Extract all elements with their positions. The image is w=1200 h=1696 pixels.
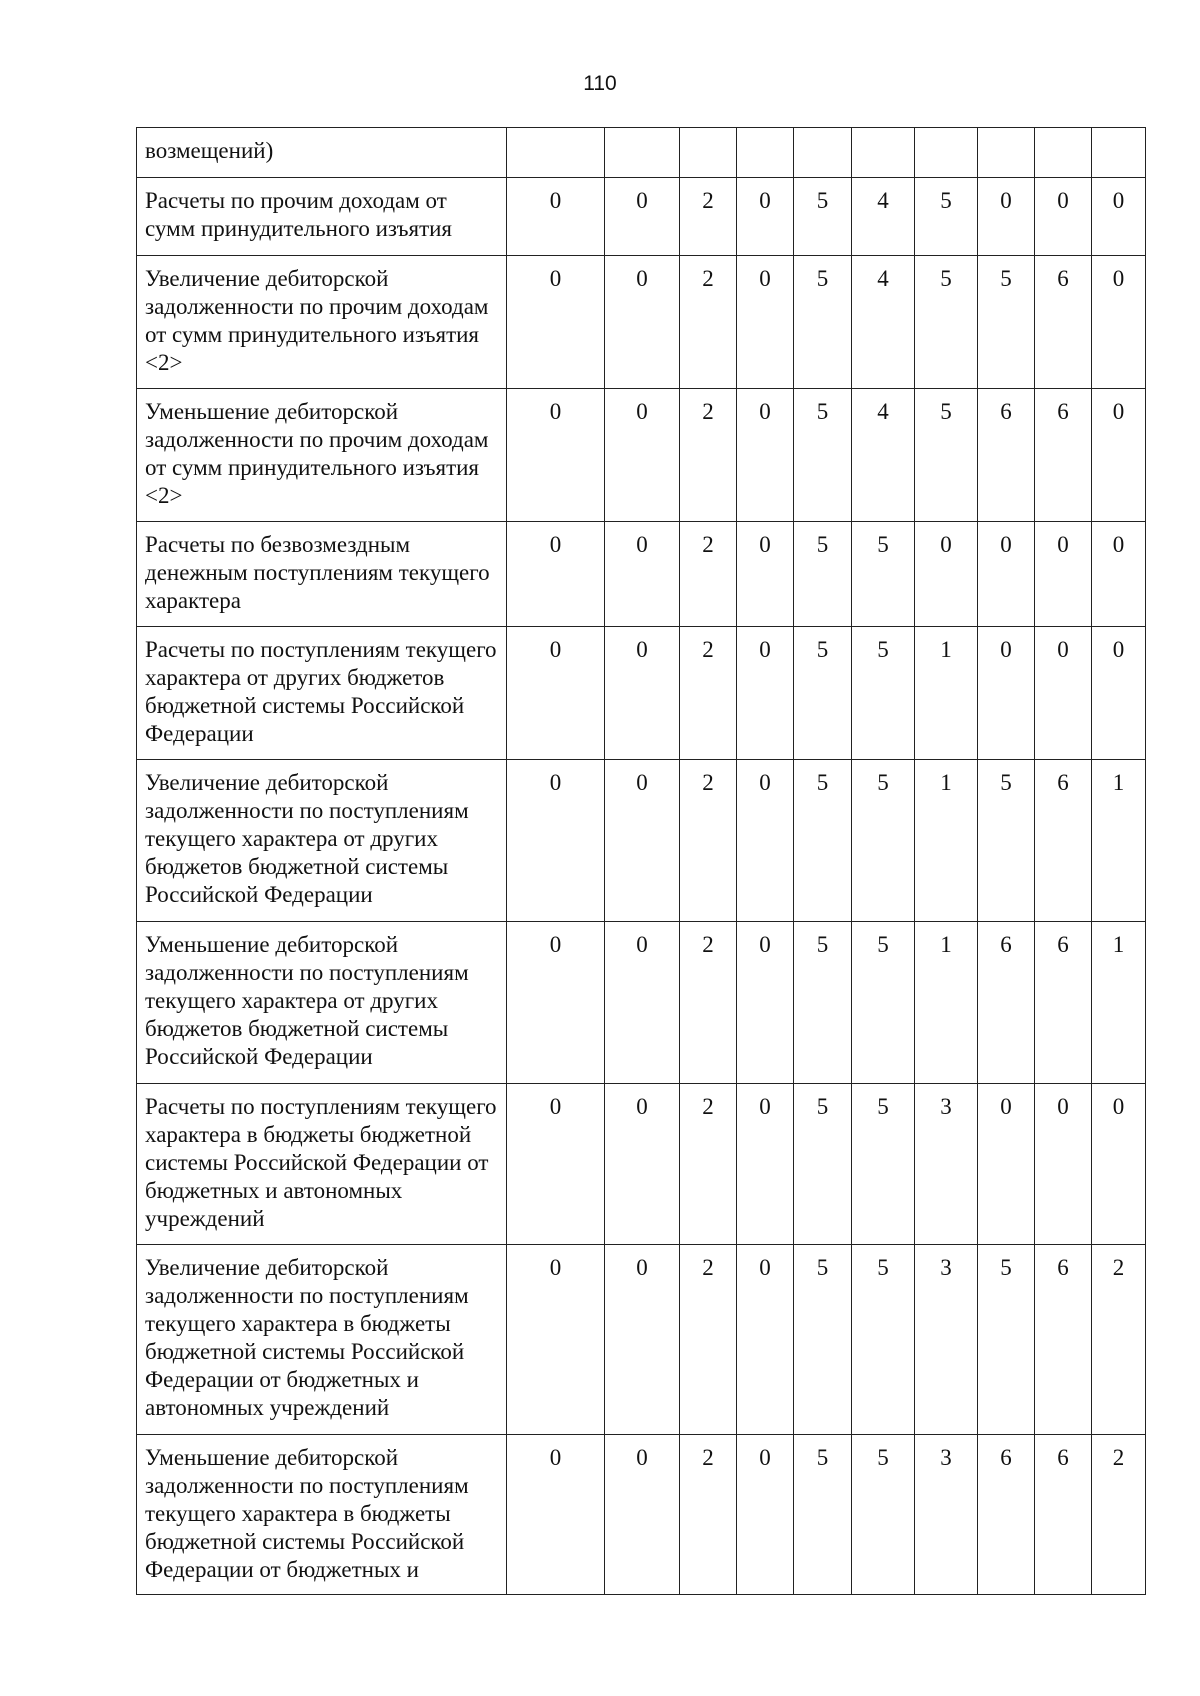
row-label: возмещений) <box>137 128 507 178</box>
code-digit-7: 1 <box>915 627 978 760</box>
code-digit-7: 3 <box>915 1245 978 1435</box>
code-digit-10 <box>1092 128 1146 178</box>
code-digit-9: 6 <box>1035 922 1092 1084</box>
code-digit-3: 2 <box>680 1435 737 1595</box>
table-row <box>137 522 1146 627</box>
code-digit-3: 2 <box>680 256 737 389</box>
row-label: Увеличение дебиторской задолженности по поступлениям текущего характера в бюджеты бюджетной системы Российской Федерации от бюджетных и автономных учреждений <box>137 1245 507 1435</box>
row-label: Уменьшение дебиторской задолженности по поступлениям текущего характера от других бюджетов бюджетной системы Российской Федерации <box>137 922 507 1084</box>
table-row <box>137 178 1146 256</box>
code-digit-5: 5 <box>794 178 852 256</box>
table-row <box>137 760 1146 922</box>
code-digit-7: 5 <box>915 256 978 389</box>
table-row <box>137 256 1146 389</box>
code-digit-1: 0 <box>507 256 605 389</box>
code-digit-2: 0 <box>605 1245 680 1435</box>
code-digit-6 <box>852 128 915 178</box>
code-digit-1: 0 <box>507 1435 605 1595</box>
code-digit-2: 0 <box>605 922 680 1084</box>
code-digit-3: 2 <box>680 1084 737 1245</box>
code-digit-6: 5 <box>852 1245 915 1435</box>
code-digit-7: 3 <box>915 1435 978 1595</box>
code-digit-7 <box>915 128 978 178</box>
table-row <box>137 1435 1146 1595</box>
code-digit-10: 0 <box>1092 1084 1146 1245</box>
code-digit-4: 0 <box>737 1084 794 1245</box>
code-digit-9: 6 <box>1035 256 1092 389</box>
table-row <box>137 389 1146 522</box>
code-digit-9: 6 <box>1035 1245 1092 1435</box>
code-digit-4: 0 <box>737 1245 794 1435</box>
code-digit-10: 0 <box>1092 178 1146 256</box>
code-digit-10: 2 <box>1092 1435 1146 1595</box>
code-digit-2: 0 <box>605 1435 680 1595</box>
code-digit-7: 1 <box>915 922 978 1084</box>
code-digit-1: 0 <box>507 1084 605 1245</box>
code-digit-4: 0 <box>737 627 794 760</box>
row-label: Уменьшение дебиторской задолженности по поступлениям текущего характера в бюджеты бюджетной системы Российской Федерации от бюджетных и <box>137 1435 507 1595</box>
code-digit-3: 2 <box>680 522 737 627</box>
code-digit-3: 2 <box>680 1245 737 1435</box>
code-digit-9 <box>1035 128 1092 178</box>
row-label: Увеличение дебиторской задолженности по поступлениям текущего характера от других бюджетов бюджетной системы Российской Федерации <box>137 760 507 922</box>
code-digit-1: 0 <box>507 627 605 760</box>
code-digit-4: 0 <box>737 389 794 522</box>
code-digit-2 <box>605 128 680 178</box>
code-digit-10: 1 <box>1092 922 1146 1084</box>
code-digit-4: 0 <box>737 522 794 627</box>
code-digit-8 <box>978 128 1035 178</box>
code-digit-10: 1 <box>1092 760 1146 922</box>
code-digit-6: 4 <box>852 389 915 522</box>
code-digit-10: 0 <box>1092 389 1146 522</box>
code-digit-5: 5 <box>794 256 852 389</box>
code-digit-2: 0 <box>605 522 680 627</box>
code-digit-3: 2 <box>680 627 737 760</box>
code-digit-4: 0 <box>737 760 794 922</box>
code-digit-8: 5 <box>978 256 1035 389</box>
code-digit-6: 5 <box>852 1084 915 1245</box>
code-digit-7: 1 <box>915 760 978 922</box>
table-row <box>137 627 1146 760</box>
code-digit-5: 5 <box>794 922 852 1084</box>
code-digit-8: 6 <box>978 922 1035 1084</box>
code-digit-8: 0 <box>978 627 1035 760</box>
code-digit-3 <box>680 128 737 178</box>
code-digit-8: 0 <box>978 1084 1035 1245</box>
code-digit-5: 5 <box>794 1084 852 1245</box>
code-digit-1: 0 <box>507 1245 605 1435</box>
code-digit-7: 5 <box>915 389 978 522</box>
code-digit-3: 2 <box>680 178 737 256</box>
code-digit-4: 0 <box>737 1435 794 1595</box>
code-digit-3: 2 <box>680 922 737 1084</box>
code-digit-2: 0 <box>605 389 680 522</box>
code-digit-5: 5 <box>794 1435 852 1595</box>
table-row <box>137 1084 1146 1245</box>
table-row <box>137 128 1146 178</box>
code-digit-5: 5 <box>794 760 852 922</box>
code-digit-6: 5 <box>852 760 915 922</box>
code-digit-1: 0 <box>507 389 605 522</box>
row-label: Уменьшение дебиторской задолженности по прочим доходам от сумм принудительного изъятия <2> <box>137 389 507 522</box>
code-digit-2: 0 <box>605 1084 680 1245</box>
code-digit-8: 0 <box>978 178 1035 256</box>
code-digit-6: 5 <box>852 627 915 760</box>
code-digit-9: 0 <box>1035 1084 1092 1245</box>
code-digit-1 <box>507 128 605 178</box>
row-label: Расчеты по прочим доходам от сумм принудительного изъятия <box>137 178 507 256</box>
code-digit-4: 0 <box>737 922 794 1084</box>
code-digit-5: 5 <box>794 627 852 760</box>
table-body <box>137 128 1146 1595</box>
code-digit-10: 0 <box>1092 256 1146 389</box>
code-digit-6: 5 <box>852 922 915 1084</box>
code-digit-4: 0 <box>737 178 794 256</box>
row-label: Расчеты по поступлениям текущего характера в бюджеты бюджетной системы Российской Федерации от бюджетных и автономных учреждений <box>137 1084 507 1245</box>
account-codes-table <box>136 127 1146 1595</box>
code-digit-10: 0 <box>1092 627 1146 760</box>
code-digit-8: 6 <box>978 389 1035 522</box>
code-digit-5 <box>794 128 852 178</box>
code-digit-1: 0 <box>507 178 605 256</box>
code-digit-6: 4 <box>852 178 915 256</box>
code-digit-4 <box>737 128 794 178</box>
code-digit-2: 0 <box>605 178 680 256</box>
code-digit-7: 3 <box>915 1084 978 1245</box>
code-digit-9: 0 <box>1035 522 1092 627</box>
table-row <box>137 922 1146 1084</box>
row-label: Увеличение дебиторской задолженности по прочим доходам от сумм принудительного изъятия <2> <box>137 256 507 389</box>
code-digit-5: 5 <box>794 1245 852 1435</box>
code-digit-8: 6 <box>978 1435 1035 1595</box>
code-digit-3: 2 <box>680 760 737 922</box>
code-digit-9: 0 <box>1035 178 1092 256</box>
code-digit-10: 2 <box>1092 1245 1146 1435</box>
code-digit-4: 0 <box>737 256 794 389</box>
code-digit-6: 4 <box>852 256 915 389</box>
code-digit-1: 0 <box>507 760 605 922</box>
code-digit-9: 0 <box>1035 627 1092 760</box>
row-label: Расчеты по поступлениям текущего характера от других бюджетов бюджетной системы Российской Федерации <box>137 627 507 760</box>
code-digit-5: 5 <box>794 522 852 627</box>
code-digit-1: 0 <box>507 922 605 1084</box>
code-digit-7: 0 <box>915 522 978 627</box>
code-digit-6: 5 <box>852 1435 915 1595</box>
code-digit-2: 0 <box>605 627 680 760</box>
code-digit-2: 0 <box>605 256 680 389</box>
page-number: 110 <box>583 72 617 95</box>
code-digit-8: 0 <box>978 522 1035 627</box>
code-digit-10: 0 <box>1092 522 1146 627</box>
code-digit-8: 5 <box>978 1245 1035 1435</box>
code-digit-9: 6 <box>1035 760 1092 922</box>
row-label: Расчеты по безвозмездным денежным поступлениям текущего характера <box>137 522 507 627</box>
code-digit-7: 5 <box>915 178 978 256</box>
code-digit-2: 0 <box>605 760 680 922</box>
code-digit-9: 6 <box>1035 1435 1092 1595</box>
code-digit-9: 6 <box>1035 389 1092 522</box>
code-digit-5: 5 <box>794 389 852 522</box>
code-digit-3: 2 <box>680 389 737 522</box>
code-digit-6: 5 <box>852 522 915 627</box>
table-row <box>137 1245 1146 1435</box>
code-digit-1: 0 <box>507 522 605 627</box>
code-digit-8: 5 <box>978 760 1035 922</box>
